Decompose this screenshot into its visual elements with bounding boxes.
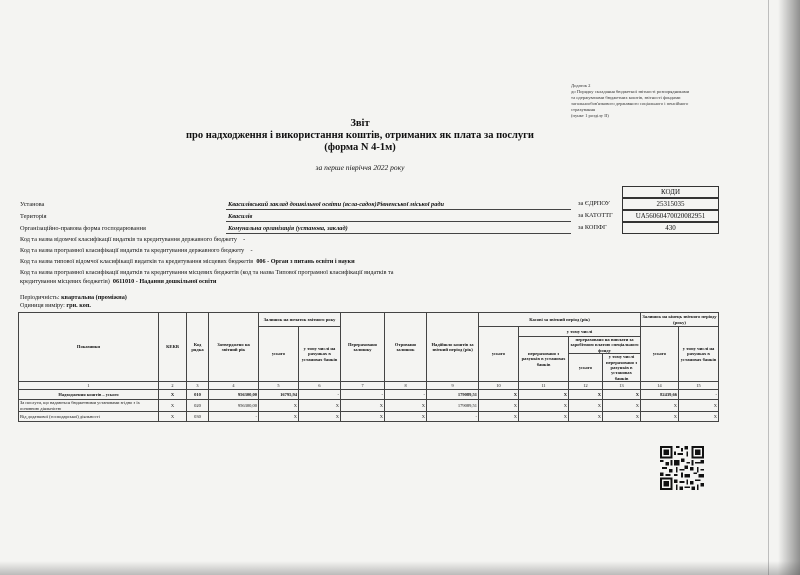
code-value-edrpou: 25315035	[622, 198, 719, 210]
cell-end-total: 82439,66	[641, 390, 679, 400]
annex-line: до Порядку складання бюджетної звітності розпорядниками	[571, 89, 690, 94]
cell-balance-total: 16795,94	[259, 390, 299, 400]
annex-line: загальнообов'язкового державного соціального і пенсійного	[571, 101, 689, 106]
cell-kekv: X	[159, 400, 187, 412]
row-name: За послуги, що надаються бюджетними установами згідно з їх основною діяльністю	[19, 400, 159, 412]
table-row	[19, 400, 719, 412]
state-program-classification	[20, 247, 253, 254]
report-period: за перше півріччя 2022 року	[315, 163, 405, 172]
cell-returned: -	[385, 390, 427, 400]
col-number: 14	[641, 382, 679, 390]
cell-end-total: X	[641, 400, 679, 412]
page-edge	[768, 0, 769, 575]
cell-received: 179089,51	[427, 390, 479, 400]
title-line-1: Звіт	[350, 118, 370, 129]
title-line-3: (форма N 4-1м)	[324, 142, 396, 153]
report-table	[18, 312, 719, 422]
periodicity-label: Періодичність:	[20, 294, 60, 301]
header-received: Надійшло коштів за звітний період (рік)	[427, 313, 479, 382]
cell-c11: X	[519, 412, 569, 422]
col-number: 4	[209, 382, 259, 390]
header-balance-bank: у тому числі на рахунках в установах банків	[299, 327, 341, 382]
codes-header: КОДИ	[622, 186, 719, 198]
local-program-label-line-1: Код та назва програмної класифікації видатків та кредитування місцевих бюджетів (код та назва Типової програмної класифікації видатків та	[20, 269, 394, 276]
local-program-value: 0611010 - Надання дошкільної освіти	[112, 278, 217, 285]
territory-value: Квасилів	[228, 213, 253, 220]
cell-balance-bank: X	[299, 400, 341, 412]
col-number: 10	[479, 382, 519, 390]
annex-line: (пункт 1 розділу II)	[571, 113, 609, 118]
header-special-bank: у тому числі перераховано з рахунків в установах банків	[603, 354, 641, 382]
cell-end-bank: X	[679, 412, 719, 422]
cell-c13: X	[603, 390, 641, 400]
cell-cash-total: X	[479, 412, 519, 422]
header-end-total: усього	[641, 327, 679, 382]
cell-balance-total: X	[259, 400, 299, 412]
header-approved: Затверджено на звітний рік	[209, 313, 259, 382]
state-dept-value: -	[243, 236, 246, 243]
code-label-kopfg: за КОПФГ	[578, 224, 607, 231]
local-dept-classification	[20, 258, 355, 265]
header-indicators: Показники	[19, 313, 159, 382]
annex-line: та одержувачами бюджетних коштів, звітності фондами	[571, 95, 681, 100]
institution-value: Квасилівський заклад дошкільної освіти (ясла-садок)Рівненської міської ради	[228, 201, 444, 208]
territory-label: Територія	[20, 213, 47, 220]
row-name: Від додаткової (господарської) діяльності	[19, 412, 159, 422]
cell-received: 179089,51	[427, 400, 479, 412]
cell-approved: 956300,00	[209, 390, 259, 400]
col-number: 2	[159, 382, 187, 390]
col-number: 7	[341, 382, 385, 390]
cell-balance-bank: X	[299, 412, 341, 422]
column-numbers-row	[19, 382, 719, 390]
header-end-bank: у тому числі на рахунках в установах банків	[679, 327, 719, 382]
row-name: Надходження коштів – усього	[19, 390, 159, 400]
unit-label: Одиниця виміру:	[20, 302, 65, 309]
cell-code: 030	[187, 412, 209, 422]
annex-line: Додаток 2	[571, 83, 591, 88]
code-value-katottg: UA56060470020082951	[622, 210, 719, 222]
institution-label: Установа	[20, 201, 45, 208]
cell-code: 020	[187, 400, 209, 412]
report-title	[150, 118, 570, 154]
scan-shadow-bottom	[0, 561, 800, 575]
col-number: 9	[427, 382, 479, 390]
cell-kekv: X	[159, 412, 187, 422]
header-cash-expenses: Касові за звітний період (рік)	[479, 313, 641, 327]
cell-c13: X	[603, 400, 641, 412]
header-transferred-special: перераховано на виплати за заробітною платою спеціального фонду	[570, 337, 639, 353]
col-number: 13	[603, 382, 641, 390]
local-dept-value: 006 - Орган з питань освіти і науки	[256, 258, 355, 265]
state-program-label: Код та назва програмної класифікації видатків та кредитування державного бюджету	[20, 247, 245, 254]
table-row	[19, 412, 719, 422]
cell-c11: X	[519, 390, 569, 400]
cell-end-bank: -	[679, 390, 719, 400]
cell-received: -	[427, 412, 479, 422]
cell-cash-total: X	[479, 390, 519, 400]
local-program-classification	[20, 278, 216, 285]
header-balance-total: усього	[259, 327, 299, 382]
cell-balance-bank: -	[299, 390, 341, 400]
header-special-total: усього	[569, 354, 603, 382]
cell-c12: X	[569, 412, 603, 422]
periodicity-value: квартальна (проміжна)	[61, 294, 127, 301]
local-program-label-line-2: кредитування місцевих бюджетів)	[20, 278, 110, 285]
cell-returned: X	[385, 400, 427, 412]
legal-form-value: Комунальна організація (установа, заклад)	[228, 225, 348, 232]
col-number: 1	[19, 382, 159, 390]
table-row	[19, 390, 719, 400]
unit	[20, 302, 91, 309]
col-number: 11	[519, 382, 569, 390]
state-dept-classification	[20, 236, 245, 243]
cell-transfer: X	[341, 400, 385, 412]
local-dept-label: Код та назва типової відомчої класифікації видатків та кредитування місцевих бюджетів	[20, 258, 254, 265]
header-transferred-from: перераховано з рахунків в установах банків	[519, 337, 569, 382]
annex-line: страхування	[571, 107, 596, 112]
legal-form-label: Організаційно-правова форма господарювання	[20, 225, 146, 232]
col-number: 5	[259, 382, 299, 390]
unit-value: грн. коп.	[66, 302, 91, 309]
cell-approved: -	[209, 412, 259, 422]
state-dept-label: Код та назва відомчої класифікації видатків та кредитування державного бюджету	[20, 236, 237, 243]
qr-code-icon	[660, 446, 704, 490]
cell-c11: X	[519, 400, 569, 412]
cell-end-bank: X	[679, 400, 719, 412]
header-balance-end: Залишок на кінець звітного періоду (року)	[642, 314, 717, 325]
cell-c13: X	[603, 412, 641, 422]
col-number: 8	[385, 382, 427, 390]
cell-end-total: X	[641, 412, 679, 422]
header-transfer: Перераховано залишку	[341, 313, 385, 382]
header-kekv: КЕКВ	[159, 313, 187, 382]
code-label-edrpou: за ЄДРПОУ	[578, 200, 611, 207]
code-label-katottg: за КАТОТТГ	[578, 212, 613, 219]
cell-cash-total: X	[479, 400, 519, 412]
header-row-code: Код рядка	[187, 313, 209, 382]
annex-note	[571, 83, 721, 119]
cell-transfer: -	[341, 390, 385, 400]
cell-c12: X	[569, 400, 603, 412]
periodicity	[20, 294, 127, 301]
header-incl: у тому числі	[519, 327, 641, 337]
cell-code: 010	[187, 390, 209, 400]
header-balance-start: Залишок на початок звітного року	[259, 313, 341, 327]
col-number: 12	[569, 382, 603, 390]
col-number: 3	[187, 382, 209, 390]
cell-balance-total: X	[259, 412, 299, 422]
cell-approved: 956300,00	[209, 400, 259, 412]
scan-shadow-right	[778, 0, 800, 575]
col-number: 15	[679, 382, 719, 390]
cell-transfer: X	[341, 412, 385, 422]
title-line-2: про надходження і використання коштів, отриманих як плата за послуги	[185, 130, 534, 141]
header-returned: Отримано залишок	[385, 313, 427, 382]
code-value-kopfg: 430	[622, 222, 719, 234]
state-program-value: -	[250, 247, 253, 254]
cell-c12: X	[569, 390, 603, 400]
cell-kekv: X	[159, 390, 187, 400]
header-cash-total: усього	[479, 327, 519, 382]
cell-returned: X	[385, 412, 427, 422]
col-number: 6	[299, 382, 341, 390]
